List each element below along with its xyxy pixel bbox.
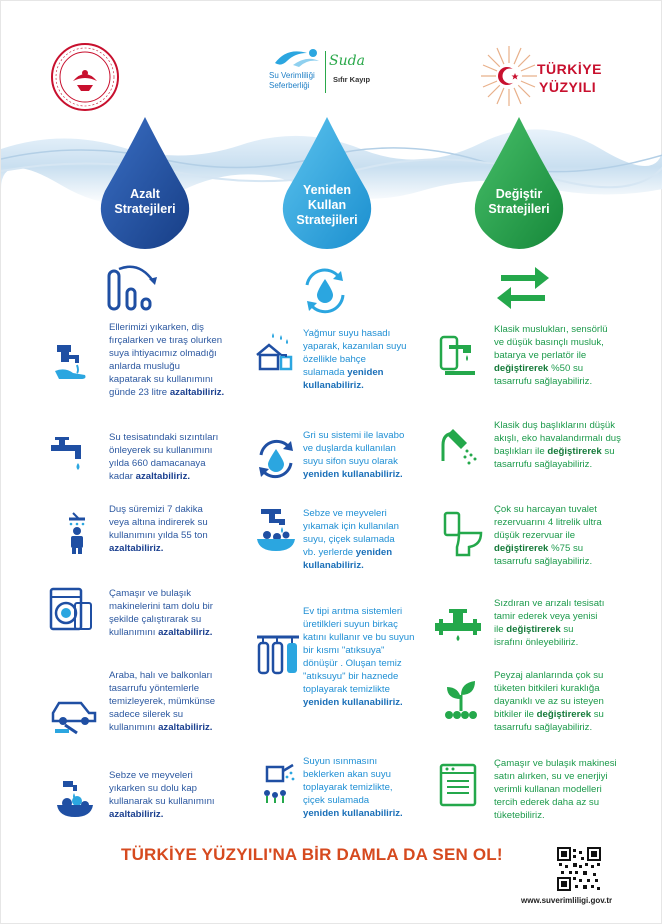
text-line: israfını önleyebiliriz. (494, 637, 579, 648)
recycle-drop-icon (253, 435, 299, 486)
right-logo-line-2: YÜZYILI (539, 79, 597, 95)
text-line: temizleyerek, mümkünse (109, 696, 216, 707)
col1-item-text (109, 669, 241, 734)
text-plain: %75 su (548, 543, 584, 554)
text-line: Su tesisatındaki sızıntıları (109, 432, 219, 443)
col3-item-text (494, 669, 626, 734)
drop-degistir-line-1: Değiştir (495, 187, 543, 201)
text-plain: su (601, 446, 615, 457)
text-line: suya ihtiyacımız olmadığı (109, 348, 217, 359)
text-line: üretilkleri suyun birkaç (303, 619, 398, 630)
text-line: toplayarak temizlikte, (303, 782, 393, 793)
col3-item-text (494, 757, 626, 822)
text-line: Klasik muslukları, sensörlü (494, 324, 608, 335)
text-emphasis: azaltabiliriz. (135, 471, 191, 482)
text-line: toplayarak temizlikte (303, 684, 390, 695)
qr-code-icon[interactable] (557, 847, 601, 891)
swap-arrows-icon (495, 265, 551, 311)
text-plain: su (560, 624, 574, 635)
text-line (303, 559, 435, 572)
rain-house-icon (253, 331, 297, 380)
text-line (303, 546, 435, 559)
text-plain: bitkiler ile (494, 709, 537, 720)
text-emphasis: yeniden kullanabiliriz. (303, 697, 403, 708)
text-line: anlarda musluğu (109, 361, 180, 372)
text-line: suyu sifon suyu olarak (303, 456, 398, 467)
drop-yeniden-line-3: Stratejileri (296, 213, 358, 227)
col1-item-text (109, 503, 241, 555)
right-logo-line-1: TÜRKİYE (537, 61, 602, 77)
drop-azalt-line-2: Stratejileri (114, 202, 176, 216)
logo-divider (325, 51, 326, 93)
text-line: suyu, çiçek sulamada (303, 534, 395, 545)
col1-item-text (109, 587, 241, 639)
reduce-bars-icon (105, 263, 163, 313)
text-line: yılda 660 damacanaya (109, 458, 206, 469)
drop-yeniden-kullan (277, 113, 377, 253)
text-line: önleyerek su kullanımını (109, 445, 213, 456)
col2-item-text (303, 507, 435, 572)
text-emphasis: değiştirerek (506, 624, 561, 635)
faucet-hand-icon (49, 341, 93, 390)
text-emphasis: değiştirerek (536, 709, 592, 720)
text-plain: kullanımını (109, 722, 159, 733)
text-line: Sebze ve meyveleri (109, 770, 193, 781)
text-line (494, 623, 626, 636)
text-plain: %50 su (548, 363, 584, 374)
text-line: Çamaşır ve bulaşık (109, 588, 192, 599)
text-line: veya altına indirerek su (109, 517, 208, 528)
text-plain: vb. yerlerde (303, 547, 356, 558)
logo-line-2: Seferberliği (269, 81, 310, 90)
text-line (303, 366, 435, 379)
text-line: Yağmur suyu hasadı (303, 328, 391, 339)
text-line: satın alırken, su ve enerjiyi (494, 771, 608, 782)
col1-item-text (109, 769, 241, 821)
text-line: çiçek sulamada (303, 795, 370, 806)
text-line: yıkarken su dolu kap (109, 783, 197, 794)
text-line (303, 696, 435, 709)
drop-yeniden-line-1: Yeniden (303, 183, 351, 197)
plant-sprout-icon (439, 677, 483, 726)
text-line: Çok su harcayan tuvalet (494, 504, 597, 515)
text-line (494, 362, 626, 375)
logo-line-1: Su Verimliliği (269, 71, 315, 80)
text-plain: sulamada (303, 367, 348, 378)
text-line: Ellerimizi yıkarken, diş (109, 322, 204, 333)
text-line: tasarrufu sağlayabiliriz. (494, 376, 593, 387)
logo-script: Suda (329, 53, 365, 69)
text-line: tasarrufu yöntemlerle (109, 683, 200, 694)
text-line: Suyun ısınmasını (303, 756, 378, 767)
drop-degistir (469, 113, 569, 253)
text-emphasis: değiştirerek (494, 543, 549, 554)
website-link[interactable]: www.suverimliligi.gov.tr (521, 896, 613, 905)
text-line: tercih ederek daha az su (494, 797, 600, 808)
text-line: şekilde çalıştırarak su (109, 614, 202, 625)
col1-item-text (109, 431, 241, 483)
col2-item-text (303, 605, 435, 709)
text-line: rezervuarını 4 litrelik ultra (494, 517, 602, 528)
text-line: Araba, halı ve balkonları (109, 670, 213, 681)
text-line (494, 708, 626, 721)
text-emphasis: azaltabiliriz. (169, 387, 225, 398)
text-emphasis: yeniden kullanabiliriz. (303, 808, 403, 819)
text-line: Ev tipi arıtma sistemleri (303, 606, 403, 617)
text-line: tüketen bitkileri kuraklığa (494, 683, 600, 694)
filter-system-icon (255, 631, 301, 686)
text-emphasis: yeniden (355, 547, 393, 558)
text-line (303, 807, 435, 820)
drop-yeniden-line-2: Kullan (307, 198, 347, 212)
col2-item-text (303, 429, 435, 481)
text-line: batarya ve perlatör ile (494, 350, 587, 361)
logo-tag: Sıfır Kayıp (333, 75, 371, 84)
vegetable-bowl-icon (53, 779, 97, 824)
text-line: Çamaşır ve bulaşık makinesi (494, 758, 617, 769)
col3-item-text (494, 597, 626, 649)
text-emphasis: azaltabiliriz. (109, 809, 164, 820)
drop-azalt (95, 113, 195, 253)
text-emphasis: yeniden kullanabiliriz. (303, 469, 403, 480)
watering-can-icon (257, 761, 301, 810)
drop-azalt-line-1: Azalt (130, 187, 160, 201)
text-line: dayanıklı ve az su isteyen (494, 696, 604, 707)
text-emphasis: kullanabiliriz. (303, 380, 364, 391)
text-plain: ile (494, 624, 507, 635)
text-line: bir kısmı "atıksuya" (303, 645, 385, 656)
col2-item-text (303, 755, 435, 820)
text-line: fırçalarken ve tıraş olurken (109, 335, 223, 346)
text-line: kapatarak su kullanımını (109, 374, 213, 385)
shower-person-icon (55, 511, 95, 560)
text-emphasis: azaltabiliriz. (158, 627, 213, 638)
text-line (109, 626, 241, 639)
col3-item-text (494, 419, 626, 471)
text-line: Peyzaj alanlarında çok su (494, 670, 604, 681)
dishwasher-icon (439, 763, 479, 814)
text-line: akışlı, eko havalandırmalı duş (494, 433, 621, 444)
text-line (494, 445, 626, 458)
text-line: tasarrufu sağlayabiliriz. (494, 722, 593, 733)
shower-head-icon (439, 425, 483, 474)
col2-item-text (303, 327, 435, 392)
text-emphasis: azaltabiliriz. (109, 543, 164, 554)
col3-item-text (494, 323, 626, 388)
text-line (303, 379, 435, 392)
sun-rays-icon (479, 43, 539, 109)
text-line: ve düşük basınçlı musluk, (494, 337, 604, 348)
dripping-tap-icon (49, 435, 93, 480)
text-line: Gri su sistemi ile lavabo (303, 430, 405, 441)
text-emphasis: azaltabiliriz. (158, 722, 213, 733)
turkiye-yuzyili-logo (479, 41, 629, 113)
text-line (109, 542, 241, 555)
ministry-seal-icon (49, 41, 121, 113)
text-plain: kadar (109, 471, 136, 482)
sensor-tap-icon (437, 333, 481, 382)
text-line: ve duşlarda kullanılan (303, 443, 396, 454)
text-line: tasarrufu sağlayabiliriz. (494, 556, 593, 567)
drop-azalt-icon (95, 113, 195, 253)
toilet-icon (441, 511, 485, 564)
text-line: düşük rezervuar ile (494, 530, 576, 541)
text-line: dönüşür . Oluşan temiz (303, 658, 402, 669)
tap-basin-icon (253, 507, 299, 558)
text-line (109, 721, 241, 734)
text-emphasis: kullanabiliriz. (303, 560, 364, 571)
drop-degistir-line-2: Stratejileri (488, 202, 550, 216)
text-line: özellikle bahçe (303, 354, 366, 365)
text-line (109, 808, 241, 821)
text-line: katını kullanır ve bu suyun (303, 632, 415, 643)
text-line: tamir ederek veya yenisi (494, 611, 598, 622)
col1-item-text (109, 321, 241, 399)
washing-machine-icon (49, 587, 93, 638)
drop-degistir-icon (469, 113, 569, 253)
col3-item-text (494, 503, 626, 568)
text-line: Sebze ve meyveleri (303, 508, 387, 519)
text-line (109, 386, 241, 399)
text-line: kullanarak su kullanımını (109, 796, 215, 807)
text-line (303, 468, 435, 481)
text-line: kullanımını yılda 55 ton (109, 530, 208, 541)
text-line: makinelerini tam dolu bir (109, 601, 213, 612)
text-line (494, 542, 626, 555)
text-line: verimli kullanan modelleri (494, 784, 602, 795)
text-line (109, 470, 241, 483)
car-washing-icon (49, 689, 99, 740)
text-line: yıkamak için kullanılan (303, 521, 399, 532)
text-line: Duş süremizi 7 dakika (109, 504, 203, 515)
text-line: beklerken akan suyu (303, 769, 391, 780)
text-plain: başlıkları ile (494, 446, 548, 457)
text-plain: kullanımını (109, 627, 159, 638)
text-emphasis: değiştirerek (494, 363, 549, 374)
text-line: "atıksuyu" bir haznede (303, 671, 399, 682)
text-line: tüketebiliriz. (494, 810, 545, 821)
pipe-valve-icon (433, 605, 483, 654)
slogan: TÜRKİYE YÜZYILI'NA BİR DAMLA DA SEN OL! (121, 845, 503, 864)
text-line: sadece silerek su (109, 709, 184, 720)
recycle-water-icon (297, 265, 353, 315)
text-emphasis: yeniden (347, 367, 384, 378)
text-line: Sızdıran ve arızalı tesisatı (494, 598, 605, 609)
text-plain: günde 23 litre (109, 387, 170, 398)
campaign-logo-text (269, 71, 315, 91)
text-line: yaparak, kazanılan suyu (303, 341, 407, 352)
text-emphasis: değiştirerek (547, 446, 602, 457)
water-swoosh-icon (273, 45, 321, 71)
campaign-logo (269, 45, 399, 101)
text-line: Klasik duş başlıklarını düşük (494, 420, 616, 431)
text-line: tasarrufu sağlayabiliriz. (494, 459, 593, 470)
text-plain: su (591, 709, 604, 720)
